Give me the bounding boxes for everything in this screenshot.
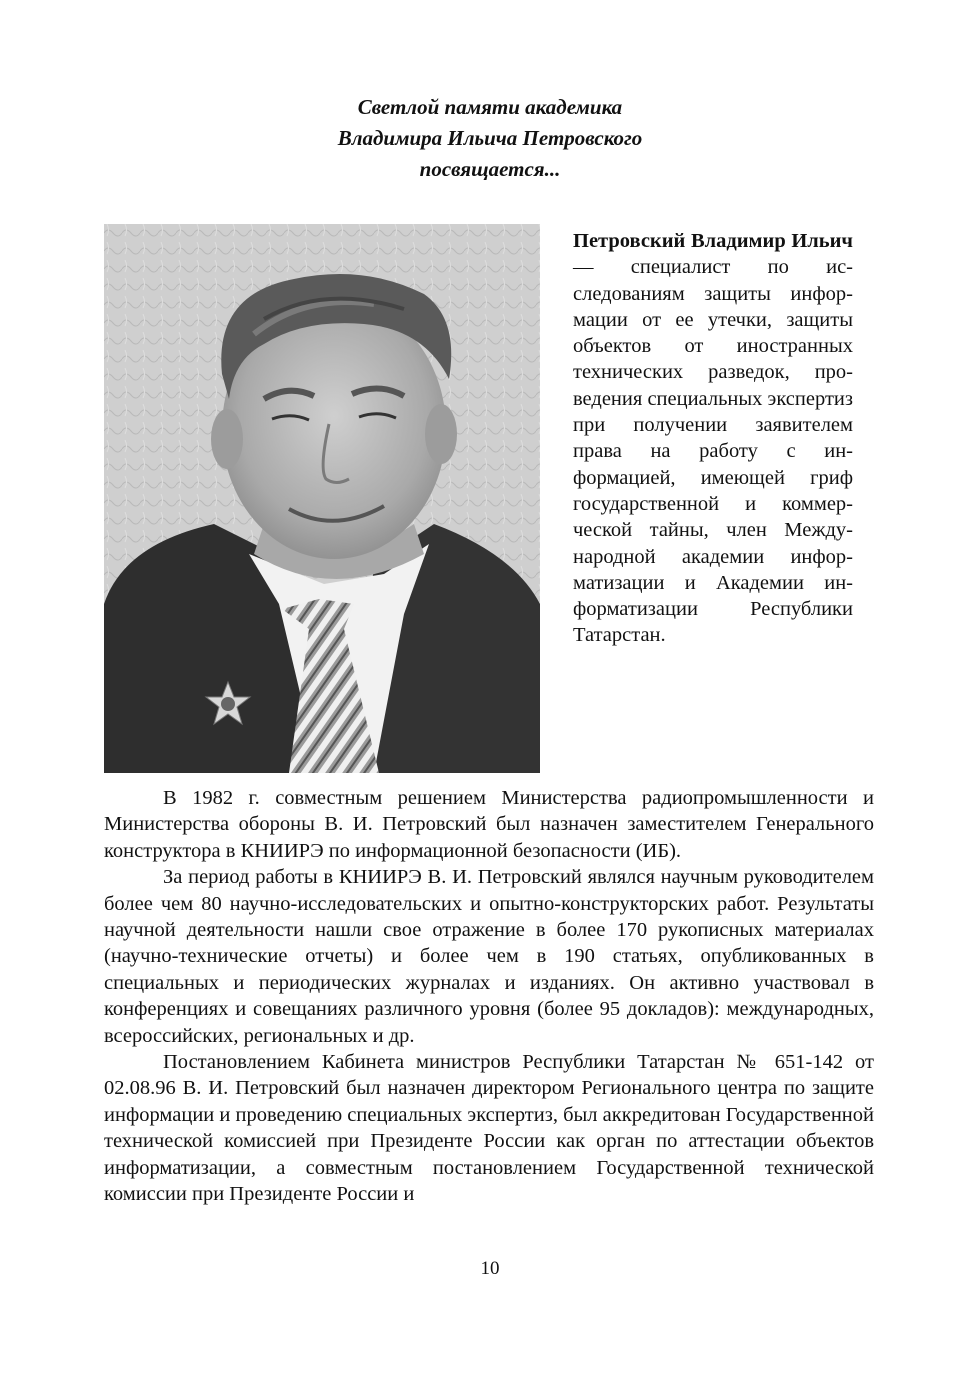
bio-paragraph bbox=[573, 228, 853, 649]
bio-name: Петровский Владимир Ильич bbox=[573, 230, 853, 252]
dedication bbox=[190, 92, 790, 185]
dedication-line-1: Светлой памяти академика bbox=[357, 95, 623, 119]
paragraph-2: За период работы в КНИИРЭ В. И. Петровский являлся научным руководителем более чем 80 научно-исследовательских и опытно-конструкторских работ. Результаты научной деятельности нашли свое отражение в более 170 рукописных материалах (научно-технические отчеты) и более чем в 190 статьях, опубликованных в специальных и периодических журналах и изданиях. Он активно участвовал в конференциях и совещаниях различного уровня (более 95 докладов): международных, всероссийских, региональных и др. bbox=[104, 866, 874, 1047]
paragraph-3: Постановлением Кабинета министров Республики Татарстан № 651-142 от 02.08.96 В. И. Петровский был назначен директором Регионального центра по защите информации и проведению специальных экспертиз, был аккредитован Государственной технической комиссией при Президенте России как орган по аттестации объектов информатизации, а совместным постановлением Государственной технической комиссии при Президенте России и bbox=[104, 1051, 874, 1206]
page-number: 10 bbox=[480, 1258, 500, 1279]
portrait-photo bbox=[104, 224, 540, 773]
dedication-line-3: посвящается... bbox=[419, 157, 561, 181]
paragraph-1: В 1982 г. совместным решением Министерства радиопромышленности и Министерства обороны В. И. Петровский был назначен заместителем Генерального конструктора в КНИИРЭ по информационной безопасности (ИБ). bbox=[104, 787, 874, 862]
bio-text: — специалист по исследованиям защиты информации от ее утечки, защиты объектов от иностранных технических разведок, проведения специальных экспертиз при получении заявителем права на работу с информацией, имеющей гриф государственной и коммерческой тайны, член Международной академии информатизации и Академии информатизации Республики Татарстан. bbox=[573, 256, 853, 647]
body-text bbox=[104, 785, 874, 1208]
dedication-line-2: Владимира Ильича Петровского bbox=[337, 126, 643, 150]
